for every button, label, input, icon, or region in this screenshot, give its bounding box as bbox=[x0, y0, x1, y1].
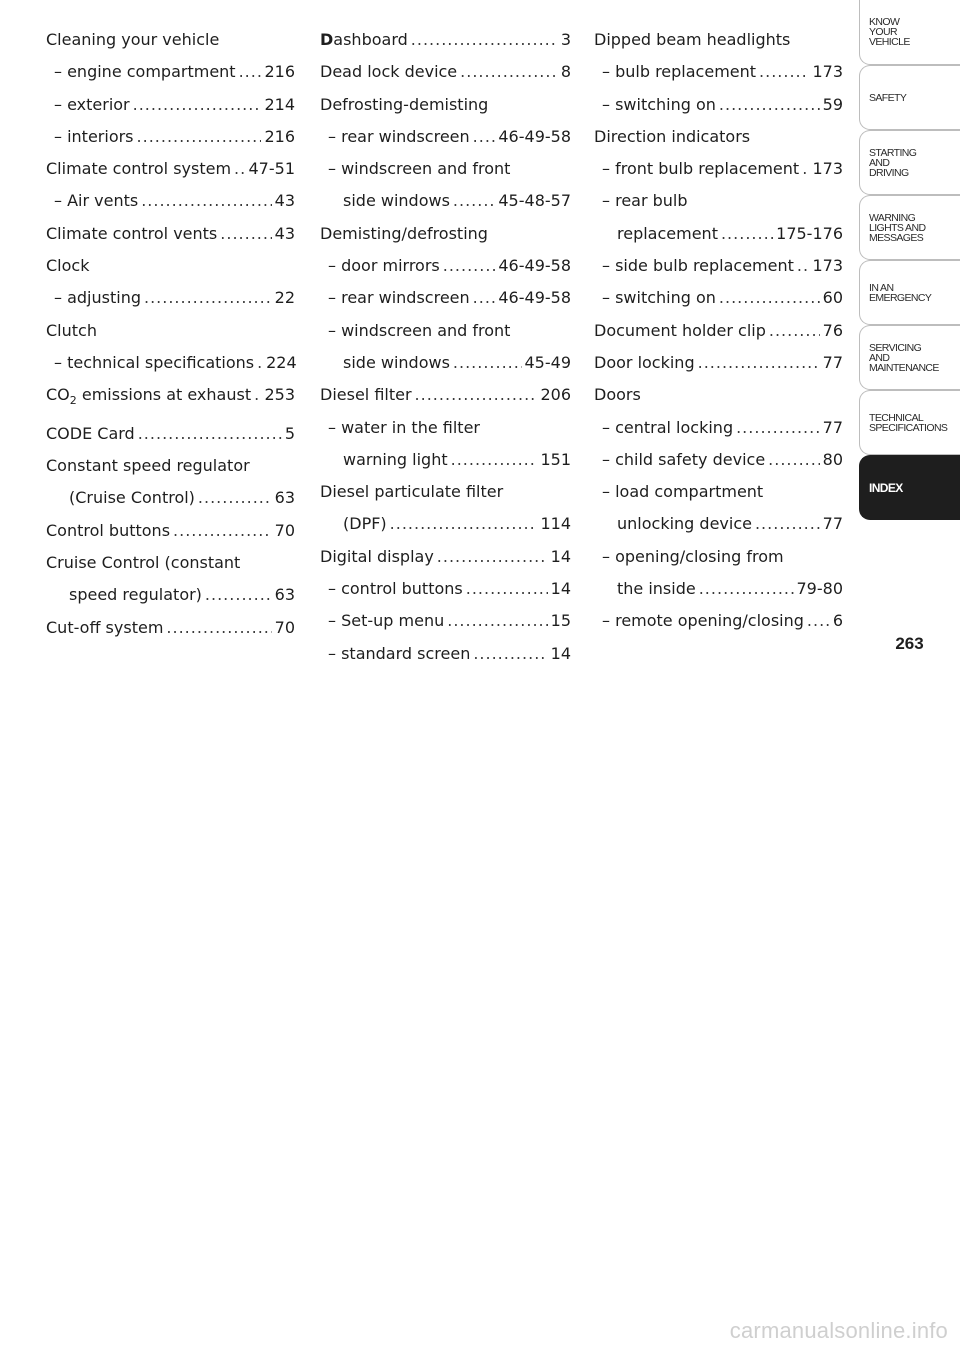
index-subentry bbox=[320, 573, 571, 605]
entry-text-after: emissions at exhaust bbox=[76, 385, 252, 405]
entry-text: – rear windscreen bbox=[328, 126, 470, 146]
dot-leader bbox=[141, 185, 271, 217]
entry-label bbox=[320, 379, 412, 411]
section-tab-label-line: SAFETY bbox=[869, 91, 907, 104]
entry-text: – load compartment bbox=[602, 482, 764, 502]
section-tab-starting-and-driving[interactable] bbox=[859, 130, 960, 195]
entry-label bbox=[46, 89, 130, 121]
entry-label bbox=[46, 379, 251, 417]
page-reference: 15 bbox=[550, 611, 571, 631]
dot-leader bbox=[453, 347, 522, 379]
index-subentry bbox=[46, 185, 295, 217]
index-subentry bbox=[320, 250, 571, 282]
entry-label bbox=[594, 185, 688, 217]
entry-label bbox=[46, 121, 134, 153]
entry-text: Document holder clip bbox=[594, 320, 766, 340]
section-tab-in-an-emergency[interactable] bbox=[859, 260, 960, 325]
index-subentry bbox=[320, 315, 571, 347]
section-tab-label-line: TECHNICAL bbox=[869, 411, 924, 424]
entry-label bbox=[46, 515, 170, 547]
entry-label bbox=[594, 605, 804, 637]
watermark: carmanualsonline.info bbox=[729, 1318, 948, 1343]
index-entry bbox=[320, 379, 571, 411]
entry-label bbox=[320, 573, 463, 605]
page-reference: 175-176 bbox=[776, 223, 843, 243]
dot-leader bbox=[198, 482, 272, 514]
entry-text: Control buttons bbox=[46, 520, 171, 540]
entry-label bbox=[69, 482, 195, 514]
entry-label bbox=[594, 282, 716, 314]
section-tab-label bbox=[869, 17, 910, 47]
page-reference: 114 bbox=[540, 514, 571, 534]
dot-leader bbox=[239, 56, 262, 88]
index-entry bbox=[320, 218, 571, 250]
section-tab-label bbox=[869, 480, 903, 495]
index-subentry bbox=[594, 250, 843, 282]
entry-text: – rear bulb bbox=[602, 191, 688, 211]
entry-text: Constant speed regulator bbox=[46, 456, 250, 476]
drop-cap: D bbox=[320, 30, 334, 49]
index-entry-continuation bbox=[46, 482, 295, 514]
index-entry bbox=[46, 24, 295, 56]
entry-text: – side bulb replacement bbox=[602, 256, 794, 276]
index-entry bbox=[46, 218, 295, 250]
entry-text: – front bulb replacement bbox=[602, 159, 800, 179]
index-entry bbox=[594, 379, 843, 411]
page-reference: 77 bbox=[822, 352, 843, 372]
index-entry bbox=[46, 547, 295, 579]
entry-text: – interiors bbox=[54, 126, 134, 146]
entry-label bbox=[320, 476, 503, 508]
section-tab-label bbox=[869, 283, 931, 303]
index-column-3 bbox=[594, 24, 843, 638]
entry-label bbox=[46, 547, 240, 579]
entry-label bbox=[594, 121, 750, 153]
page-reference: 46-49-58 bbox=[498, 288, 571, 308]
dot-leader bbox=[699, 573, 794, 605]
entry-label bbox=[46, 56, 236, 88]
entry-label bbox=[617, 508, 752, 540]
page-reference: 46-49-58 bbox=[498, 126, 571, 146]
page-reference: 63 bbox=[274, 585, 295, 605]
entry-text: – rear windscreen bbox=[328, 288, 470, 308]
entry-label bbox=[320, 218, 488, 250]
entry-label bbox=[594, 412, 733, 444]
entry-label bbox=[46, 347, 254, 379]
page-reference: 59 bbox=[822, 94, 843, 114]
page-reference: 173 bbox=[812, 62, 843, 82]
page-reference: 214 bbox=[264, 94, 295, 114]
index-subentry bbox=[46, 121, 295, 153]
entry-text: Clutch bbox=[46, 320, 97, 340]
section-tab-label-line: INDEX bbox=[869, 480, 903, 495]
dot-leader bbox=[719, 89, 820, 121]
entry-label bbox=[46, 250, 89, 282]
subscript: 2 bbox=[69, 394, 77, 408]
section-tab-label-line: YOUR bbox=[869, 26, 897, 38]
entry-text: speed regulator) bbox=[69, 585, 202, 605]
entry-label bbox=[320, 315, 510, 347]
entry-text: warning light bbox=[343, 449, 448, 469]
index-entry bbox=[320, 24, 571, 56]
dot-leader bbox=[137, 121, 262, 153]
entry-text: – Air vents bbox=[54, 191, 139, 211]
page-reference: 79-80 bbox=[796, 579, 843, 599]
entry-text: – windscreen and front bbox=[328, 320, 511, 340]
section-tab-label-line: MESSAGES bbox=[869, 231, 924, 244]
entry-label bbox=[46, 450, 250, 482]
page-reference: 43 bbox=[274, 223, 295, 243]
index-entry-continuation bbox=[320, 444, 571, 476]
entry-label bbox=[594, 24, 790, 56]
dot-leader bbox=[453, 185, 495, 217]
index-subentry bbox=[594, 541, 843, 573]
section-tab-label-line: AND bbox=[869, 156, 890, 169]
entry-text: Demisting/defrosting bbox=[320, 223, 488, 243]
page-reference: 45-49 bbox=[524, 352, 571, 372]
section-tab-label-line: DRIVING bbox=[869, 166, 909, 179]
dot-leader bbox=[769, 315, 820, 347]
entry-label bbox=[594, 347, 695, 379]
section-tab-label-line: MAINTENANCE bbox=[869, 361, 939, 374]
index-subentry bbox=[594, 56, 843, 88]
page-reference: 151 bbox=[540, 449, 571, 469]
page-reference: 173 bbox=[812, 256, 843, 276]
page-reference: 77 bbox=[822, 417, 843, 437]
entry-text: – exterior bbox=[54, 94, 130, 114]
page-reference: 14 bbox=[550, 579, 571, 599]
index-subentry bbox=[594, 153, 843, 185]
page-reference: 76 bbox=[822, 320, 843, 340]
page-reference: 14 bbox=[550, 546, 571, 566]
dot-leader bbox=[466, 573, 548, 605]
dot-leader bbox=[460, 56, 558, 88]
entry-text: – water in the filter bbox=[328, 417, 480, 437]
entry-text: – Set-up menu bbox=[328, 611, 445, 631]
page-reference: 216 bbox=[264, 126, 295, 146]
index-subentry bbox=[320, 605, 571, 637]
page-number: 263 bbox=[895, 634, 924, 653]
index-subentry bbox=[594, 444, 843, 476]
index-entry-continuation bbox=[320, 185, 571, 217]
index-subentry bbox=[46, 56, 295, 88]
section-tab-label bbox=[869, 343, 939, 373]
dot-leader bbox=[473, 282, 496, 314]
entry-text: Clock bbox=[46, 256, 90, 276]
entry-label bbox=[46, 185, 138, 217]
index-entry bbox=[320, 56, 571, 88]
entry-label bbox=[320, 24, 408, 56]
index-entry bbox=[46, 450, 295, 482]
dot-leader bbox=[166, 612, 271, 644]
entry-text: Climate control vents bbox=[46, 223, 218, 243]
entry-label bbox=[594, 153, 799, 185]
section-tab-technical-specifications[interactable] bbox=[859, 390, 960, 455]
index-subentry bbox=[46, 347, 295, 379]
entry-label bbox=[320, 412, 480, 444]
entry-text: unlocking device bbox=[617, 514, 752, 534]
entry-label bbox=[343, 347, 450, 379]
page-reference: 206 bbox=[540, 385, 571, 405]
index-subentry bbox=[320, 412, 571, 444]
page-reference: 173 bbox=[812, 159, 843, 179]
entry-label bbox=[320, 541, 434, 573]
page-reference: 80 bbox=[822, 449, 843, 469]
section-tab-label bbox=[869, 148, 916, 178]
entry-text: (DPF) bbox=[343, 514, 387, 534]
entry-text: – door mirrors bbox=[328, 256, 440, 276]
entry-text: Cleaning your vehicle bbox=[46, 30, 220, 49]
dot-leader bbox=[473, 638, 547, 670]
dot-leader bbox=[443, 250, 496, 282]
section-tab-label-line: LIGHTS AND bbox=[869, 221, 926, 234]
section-tab-label-line: AND bbox=[869, 351, 890, 364]
entry-text: – switching on bbox=[602, 288, 716, 308]
index-subentry bbox=[594, 476, 843, 508]
dot-leader bbox=[473, 121, 496, 153]
page-reference: 70 bbox=[274, 520, 295, 540]
dot-leader bbox=[698, 347, 820, 379]
index-subentry bbox=[594, 282, 843, 314]
entry-text: – adjusting bbox=[54, 288, 141, 308]
index-entry-continuation bbox=[320, 347, 571, 379]
index-subentry bbox=[594, 89, 843, 121]
entry-text: CO bbox=[46, 385, 70, 405]
section-tab-label-line: KNOW bbox=[869, 16, 900, 28]
page-reference: 3 bbox=[560, 30, 571, 49]
index-subentry bbox=[320, 282, 571, 314]
entry-label bbox=[594, 379, 641, 411]
entry-text: – central locking bbox=[602, 417, 734, 437]
page-reference: 216 bbox=[264, 62, 295, 82]
entry-label bbox=[594, 56, 756, 88]
index-column-1 bbox=[46, 24, 295, 644]
entry-label bbox=[46, 418, 135, 450]
dot-leader bbox=[220, 218, 271, 250]
entry-text: Dipped beam headlights bbox=[594, 30, 791, 49]
dot-leader bbox=[257, 347, 263, 379]
index-entry bbox=[46, 250, 295, 282]
page-reference: 14 bbox=[550, 643, 571, 663]
dot-leader bbox=[736, 412, 820, 444]
index-subentry bbox=[320, 153, 571, 185]
index-entry-continuation bbox=[594, 508, 843, 540]
entry-text: – engine compartment bbox=[54, 62, 236, 82]
entry-text: Climate control system bbox=[46, 159, 232, 179]
entry-label bbox=[69, 579, 202, 611]
entry-text: – opening/closing from bbox=[602, 546, 784, 566]
index-entry bbox=[320, 89, 571, 121]
entry-label bbox=[594, 444, 765, 476]
entry-text: Digital display bbox=[320, 546, 434, 566]
entry-label bbox=[320, 89, 488, 121]
entry-text: Direction indicators bbox=[594, 126, 751, 146]
page-reference: 60 bbox=[822, 288, 843, 308]
section-tab-label-line: SPECIFICATIONS bbox=[869, 421, 948, 434]
entry-text: – switching on bbox=[602, 94, 716, 114]
dot-leader bbox=[144, 282, 272, 314]
entry-label bbox=[46, 24, 219, 56]
section-tab-label bbox=[869, 93, 906, 103]
entry-text: side windows bbox=[343, 191, 450, 211]
index-entry bbox=[320, 541, 571, 573]
entry-text: – control buttons bbox=[328, 579, 463, 599]
entry-text: Cut-off system bbox=[46, 617, 164, 637]
dot-leader bbox=[205, 579, 272, 611]
entry-text: – windscreen and front bbox=[328, 159, 511, 179]
entry-label bbox=[343, 185, 450, 217]
entry-text: – child safety device bbox=[602, 449, 766, 469]
dot-leader bbox=[755, 508, 820, 540]
dot-leader bbox=[437, 541, 548, 573]
entry-text: replacement bbox=[617, 223, 718, 243]
index-entry-continuation bbox=[594, 573, 843, 605]
entry-label bbox=[594, 89, 716, 121]
section-tab-label-line: STARTING bbox=[869, 146, 917, 159]
page-reference: 46-49-58 bbox=[498, 256, 571, 276]
index-entry bbox=[594, 347, 843, 379]
section-tab-label-line: SERVICING bbox=[869, 341, 922, 354]
entry-label bbox=[46, 612, 163, 644]
dot-leader bbox=[234, 153, 245, 185]
dot-leader bbox=[254, 379, 261, 411]
entry-label bbox=[320, 282, 470, 314]
section-tab-label-line: IN AN bbox=[869, 281, 894, 294]
index-subentry bbox=[594, 412, 843, 444]
entry-text: Door locking bbox=[594, 352, 695, 372]
entry-text: side windows bbox=[343, 352, 450, 372]
page-reference: 5 bbox=[284, 423, 295, 443]
entry-text: (Cruise Control) bbox=[69, 488, 195, 508]
page-reference: 22 bbox=[274, 288, 295, 308]
section-tab-label bbox=[869, 413, 947, 433]
index-subentry bbox=[594, 185, 843, 217]
entry-text: the inside bbox=[617, 579, 696, 599]
index-entry bbox=[46, 379, 295, 417]
dot-leader bbox=[390, 508, 538, 540]
entry-label bbox=[46, 315, 97, 347]
section-tab-label-line: EMERGENCY bbox=[869, 291, 932, 304]
dot-leader bbox=[415, 379, 538, 411]
dot-leader bbox=[759, 56, 809, 88]
entry-label bbox=[594, 541, 784, 573]
index-entry-continuation bbox=[46, 579, 295, 611]
dot-leader bbox=[447, 605, 547, 637]
dot-leader bbox=[807, 605, 830, 637]
entry-text: – standard screen bbox=[328, 643, 471, 663]
page-reference: 77 bbox=[822, 514, 843, 534]
entry-label bbox=[320, 250, 440, 282]
entry-label bbox=[46, 282, 141, 314]
index-entry bbox=[320, 476, 571, 508]
index-entry bbox=[46, 315, 295, 347]
section-tab-servicing-and-maintenance[interactable] bbox=[859, 325, 960, 390]
entry-text: ashboard bbox=[333, 30, 408, 49]
entry-text: – bulb replacement bbox=[602, 62, 757, 82]
entry-label bbox=[594, 315, 766, 347]
index-entry bbox=[46, 153, 295, 185]
index-column-2 bbox=[320, 24, 571, 670]
entry-label bbox=[320, 605, 444, 637]
dot-leader bbox=[411, 24, 558, 56]
dot-leader bbox=[451, 444, 538, 476]
dot-leader bbox=[138, 418, 282, 450]
page-reference: 70 bbox=[274, 617, 295, 637]
entry-text: Cruise Control (constant bbox=[46, 552, 241, 572]
index-entry bbox=[46, 515, 295, 547]
index-entry bbox=[46, 612, 295, 644]
index-entry bbox=[46, 418, 295, 450]
entry-label bbox=[617, 573, 696, 605]
section-tab-warning-lights-and-messages[interactable] bbox=[859, 195, 960, 260]
entry-label bbox=[320, 638, 470, 670]
entry-text: Dead lock device bbox=[320, 62, 458, 82]
page-reference: 224 bbox=[266, 352, 297, 372]
page-reference: 45-48-57 bbox=[498, 191, 571, 211]
entry-text: Doors bbox=[594, 385, 641, 405]
section-tab-know-your-vehicle[interactable] bbox=[859, 0, 960, 65]
entry-label bbox=[320, 56, 457, 88]
entry-label bbox=[320, 153, 510, 185]
page-reference: 6 bbox=[832, 611, 843, 631]
index-entry-continuation bbox=[320, 508, 571, 540]
entry-label bbox=[46, 153, 231, 185]
section-tab-safety[interactable] bbox=[859, 65, 960, 130]
dot-leader bbox=[768, 444, 819, 476]
page-reference: 253 bbox=[264, 385, 295, 405]
entry-label bbox=[617, 218, 718, 250]
index-subentry bbox=[46, 282, 295, 314]
dot-leader bbox=[133, 89, 262, 121]
index-subentry bbox=[46, 89, 295, 121]
entry-label bbox=[343, 444, 448, 476]
dot-leader bbox=[797, 250, 810, 282]
index-entry bbox=[594, 121, 843, 153]
entry-text: – remote opening/closing bbox=[602, 611, 804, 631]
index-subentry bbox=[594, 605, 843, 637]
dot-leader bbox=[719, 282, 820, 314]
index-entry bbox=[594, 24, 843, 56]
entry-text: Diesel filter bbox=[320, 385, 412, 405]
entry-label bbox=[594, 250, 794, 282]
dot-leader bbox=[721, 218, 773, 250]
entry-label bbox=[594, 476, 763, 508]
section-tab-label bbox=[869, 213, 925, 243]
entry-text: Diesel particulate filter bbox=[320, 482, 504, 502]
entry-label bbox=[320, 121, 470, 153]
page-reference: 43 bbox=[274, 191, 295, 211]
entry-text: CODE Card bbox=[46, 423, 135, 443]
entry-label bbox=[46, 218, 217, 250]
index-entry bbox=[594, 315, 843, 347]
entry-text: Defrosting-demisting bbox=[320, 94, 489, 114]
index-subentry bbox=[320, 638, 571, 670]
section-tabs bbox=[859, 0, 960, 520]
dot-leader bbox=[173, 515, 272, 547]
entry-text: – technical specifications bbox=[54, 352, 255, 372]
page-reference: 47-51 bbox=[248, 159, 295, 179]
page-reference: 63 bbox=[274, 488, 295, 508]
index-entry-continuation bbox=[594, 218, 843, 250]
section-tab-label-line: VEHICLE bbox=[869, 36, 910, 48]
section-tab-label-line: WARNING bbox=[869, 211, 916, 224]
dot-leader bbox=[802, 153, 809, 185]
section-tab-index[interactable] bbox=[859, 455, 960, 520]
page-reference: 8 bbox=[560, 62, 571, 82]
entry-label bbox=[343, 508, 387, 540]
index-subentry bbox=[320, 121, 571, 153]
